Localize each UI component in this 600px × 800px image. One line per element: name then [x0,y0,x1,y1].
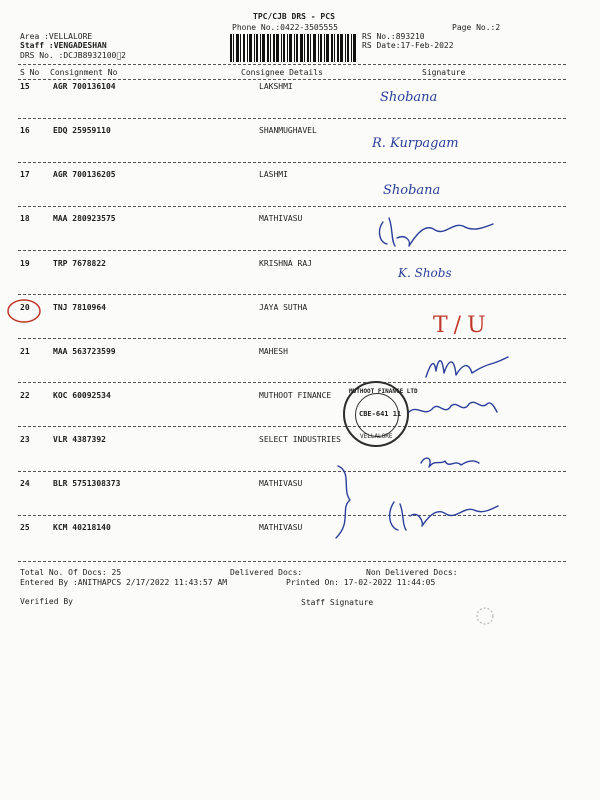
col-consignee-header: Consignee Details [241,68,323,77]
entered-by: Entered By :ANITHAPCS 2/17/2022 11:43:57 AM [20,578,228,587]
row-sno: 19 [20,259,30,268]
row-sno: 15 [20,82,30,91]
company-stamp [343,381,418,447]
drs-number: DRS No. :DCJB8932100 2 [20,51,126,60]
table-row [0,523,600,566]
row-sno: 25 [20,523,30,532]
row-consignment: TNJ 7810964 [53,303,106,312]
row-consignment: KCM 40218140 [53,523,111,532]
col-consignment-header: Consignment No [50,68,118,77]
row-consignee: MUTHOOT FINANCE [259,391,332,400]
row-consignment: BLR 5751308373 [53,479,121,488]
signature-row-18 [375,210,500,252]
row-consignment: VLR 4387392 [53,435,106,444]
signature-row-24 [382,492,502,536]
verified-by: Verified By [20,597,73,606]
row-consignment: MAA 563723599 [53,347,116,356]
row-consignee: KRISHNA RAJ [259,259,312,268]
row-divider [18,426,566,427]
header-divider-top [18,64,566,65]
row-consignee: SELECT INDUSTRIES [259,435,341,444]
area-label: Area :VELLALORE [20,32,93,41]
signature-row-15: Shobana [380,90,438,105]
row-sno: 20 [20,303,30,312]
row-consignee: MAHESH [259,347,288,356]
stamp-top-text: MUTHOOT FINANCE LTD [349,388,418,395]
page-number: Page No.:2 [452,23,501,32]
col-sno-header: S No [20,68,40,77]
signature-row-17: Shobana [383,183,441,198]
printed-on: Printed On: 17-02-2022 11:44:05 [286,578,436,587]
table-row [0,347,600,390]
signature-row-21 [420,347,510,385]
row-sno: 23 [20,435,30,444]
table-row [0,391,600,434]
signature-row-22 [405,392,500,424]
row-consignment: TRP 7678822 [53,259,106,268]
signature-row-23 [415,445,485,477]
table-row [0,303,600,346]
row-consignee: SHANMUGHAVEL [259,126,317,135]
row-consignee: MATHIVASU [259,523,303,532]
row-consignment: AGR 700136104 [53,82,116,91]
faint-stamp-mark [474,605,496,627]
total-docs: Total No. Of Docs: 25 [20,568,122,577]
row-consignee: MATHIVASU [259,479,303,488]
stamp-code-text: CBE-641 11 [359,410,402,418]
table-divider-bottom [18,561,566,562]
row-consignee: LAKSHMI [259,82,293,91]
row-consignee: JAYA SUTHA [259,303,308,312]
delivered-docs: Delivered Docs: [230,568,303,577]
barcode-graphic [230,34,356,62]
row-consignee: LASHMI [259,170,288,179]
row-sno: 18 [20,214,30,223]
row-divider [18,294,566,295]
remark-row-20: T/U [433,313,492,338]
bracket-mark [330,462,360,542]
row-divider [18,118,566,119]
table-row [0,259,600,302]
row-consignment: EDQ 25959110 [53,126,111,135]
header-divider-bottom [18,79,566,80]
row-sno: 17 [20,170,30,179]
row-consignment: MAA 280923575 [53,214,116,223]
non-delivered-docs: Non Delivered Docs: [366,568,458,577]
row-divider [18,338,566,339]
rs-number: RS No.:893210 [362,32,425,41]
row-sno: 16 [20,126,30,135]
stamp-bottom-text: VELLALORE [360,433,393,440]
row-divider [18,206,566,207]
row-sno: 24 [20,479,30,488]
row-divider [18,162,566,163]
staff-signature: Staff Signature [301,598,374,607]
row-consignment: KOC 60092534 [53,391,111,400]
row-consignment: AGR 700136205 [53,170,116,179]
document-title: TPC/CJB DRS - PCS [253,12,335,21]
row-sno: 22 [20,391,30,400]
signature-row-16: R. Kurpagam [372,136,459,151]
row-sno: 21 [20,347,30,356]
col-signature-header: Signature [422,68,466,77]
red-circle-mark [5,296,43,326]
staff-label: Staff :VENGADESHAN [20,41,107,50]
rs-date: RS Date:17-Feb-2022 [362,41,454,50]
signature-row-19: K. Shobs [398,266,452,280]
phone-number: Phone No.:0422-3505555 [232,23,338,32]
row-consignee: MATHIVASU [259,214,303,223]
